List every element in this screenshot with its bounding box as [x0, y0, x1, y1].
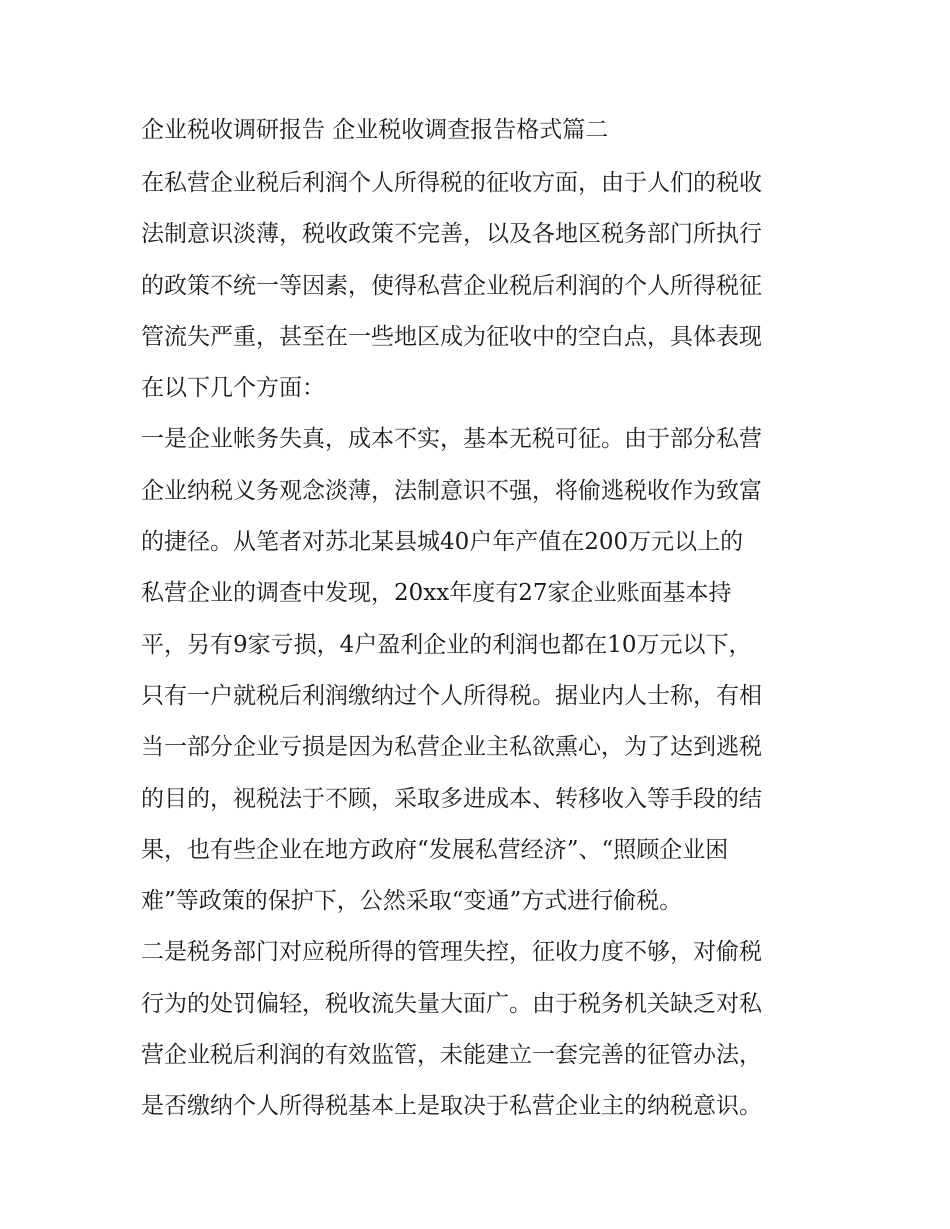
text-line: 的目的，视税法于不顾，采取多进成本、转移收入等手段的结 — [141, 785, 762, 812]
text-line: 营企业税后利润的有效监管，未能建立一套完善的征管办法， — [141, 1042, 762, 1069]
text-line: 一是企业帐务失真，成本不实，基本无税可征。由于部分私营 — [141, 426, 762, 453]
text-line: 平，另有9家亏损，4户盈利企业的利润也都在10万元以下， — [141, 631, 752, 658]
text-line: 只有一户就税后利润缴纳过个人所得税。据业内人士称，有相 — [141, 682, 762, 709]
text-line: 二是税务部门对应税所得的管理失控，征收力度不够，对偷税 — [141, 939, 762, 966]
text-line: 企业纳税义务观念淡薄，法制意识不强，将偷逃税收作为致富 — [141, 477, 762, 504]
text-line: 法制意识淡薄，税收政策不完善，以及各地区税务部门所执行 — [141, 221, 762, 248]
document-body — [141, 158, 813, 1133]
text-line: 果，也有些企业在地方政府“发展私营经济”、“照顾企业困 — [141, 836, 729, 863]
text-line: 在私营企业税后利润个人所得税的征收方面，由于人们的税收 — [141, 170, 762, 196]
paragraph-2 — [141, 414, 813, 927]
text-line: 当一部分企业亏损是因为私营企业主私欲熏心，为了达到逃税 — [141, 734, 762, 761]
text-line: 管流失严重，甚至在一些地区成为征收中的空白点，具体表现 — [141, 323, 762, 350]
text-line: 私营企业的调查中发现，20xx年度有27家企业账面基本持 — [141, 580, 732, 607]
paragraph-3 — [141, 927, 813, 1132]
document-title: 企业税收调研报告 企业税收调查报告格式篇二 — [141, 117, 609, 143]
text-line: 在以下几个方面： — [141, 375, 325, 402]
text-line: 行为的处罚偏轻，税收流失量大面广。由于税务机关缺乏对私 — [141, 990, 762, 1017]
text-line: 是否缴纳个人所得税基本上是取决于私营企业主的纳税意识。 — [141, 1093, 762, 1120]
paragraph-1 — [141, 158, 813, 414]
text-line: 难”等政策的保护下，公然采取“变通”方式进行偷税。 — [141, 888, 683, 915]
text-line: 的捷径。从笔者对苏北某县城40户年产值在200万元以上的 — [141, 529, 744, 556]
text-line: 的政策不统一等因素，使得私营企业税后利润的个人所得税征 — [141, 272, 762, 299]
